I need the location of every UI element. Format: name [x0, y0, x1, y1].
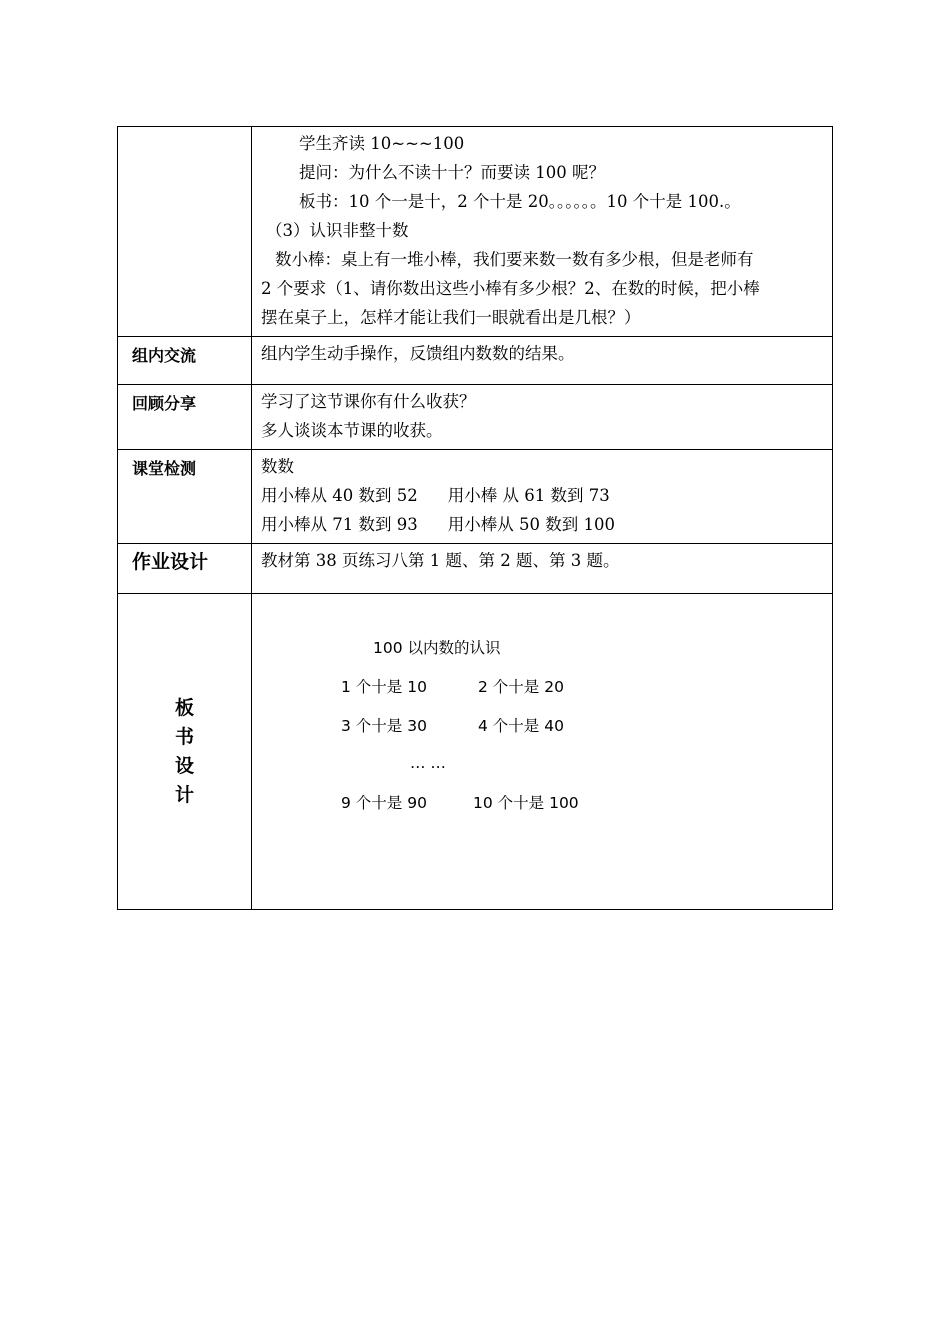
review-label: 回顾分享	[118, 385, 252, 450]
board-line: 1 个十是 10	[341, 678, 427, 696]
board-label-char: 计	[174, 784, 194, 806]
board-line: 4 个十是 40	[478, 717, 564, 735]
board-line: 10 个十是 100	[473, 794, 579, 812]
activity-label-cell	[118, 127, 252, 337]
board-content	[252, 594, 833, 910]
activity-line: 2 个要求（1、请你数出这些小棒有多少根？2、在数的时候，把小棒	[261, 279, 760, 298]
activity-line: 摆在桌子上，怎样才能让我们一眼就看出是几根？）	[261, 308, 641, 327]
check-item: 用小棒从 71 数到 93	[261, 515, 418, 534]
check-label: 课堂检测	[118, 450, 252, 544]
board-ellipsis: … …	[410, 754, 446, 772]
homework-label: 作业设计	[118, 544, 252, 594]
activity-line: 学生齐读 10~~~100	[299, 134, 465, 153]
lesson-plan-table	[117, 126, 833, 910]
board-title: 100 以内数的认识	[373, 639, 501, 657]
board-label	[118, 594, 252, 910]
check-item: 用小棒 从 61 数到 73	[447, 486, 610, 505]
activity-line: 数小棒：桌上有一堆小棒，我们要来数一数有多少根，但是老师有	[275, 250, 754, 269]
board-label-char: 设	[174, 755, 194, 777]
homework-row	[118, 544, 833, 594]
review-content	[252, 385, 833, 450]
board-line: 9 个十是 90	[341, 794, 427, 812]
board-line: 3 个十是 30	[341, 717, 427, 735]
activity-content	[252, 127, 833, 337]
activity-line: 板书：10 个一是十，2 个十是 20。。。。。。10 个十是 100.。	[299, 192, 741, 211]
review-row	[118, 385, 833, 450]
check-line	[261, 481, 824, 510]
group-content: 组内学生动手操作，反馈组内数数的结果。	[252, 337, 833, 385]
activity-row	[118, 127, 833, 337]
activity-line: 提问：为什么不读十十？而要读 100 呢？	[299, 163, 605, 182]
board-label-char: 板	[174, 697, 194, 719]
check-item: 用小棒从 40 数到 52	[261, 486, 418, 505]
check-item: 用小棒从 50 数到 100	[447, 515, 615, 534]
check-row	[118, 450, 833, 544]
board-label-char: 书	[174, 726, 194, 748]
review-line: 学习了这节课你有什么收获？	[261, 392, 476, 411]
group-row	[118, 337, 833, 385]
check-content	[252, 450, 833, 544]
homework-content: 教材第 38 页练习八第 1 题、第 2 题、第 3 题。	[252, 544, 833, 594]
group-label: 组内交流	[118, 337, 252, 385]
check-title: 数数	[261, 457, 294, 476]
check-line	[261, 510, 824, 539]
activity-line: （3）认识非整十数	[266, 221, 409, 240]
board-line: 2 个十是 20	[478, 678, 564, 696]
review-line: 多人谈谈本节课的收获。	[261, 421, 443, 440]
board-row	[118, 594, 833, 910]
